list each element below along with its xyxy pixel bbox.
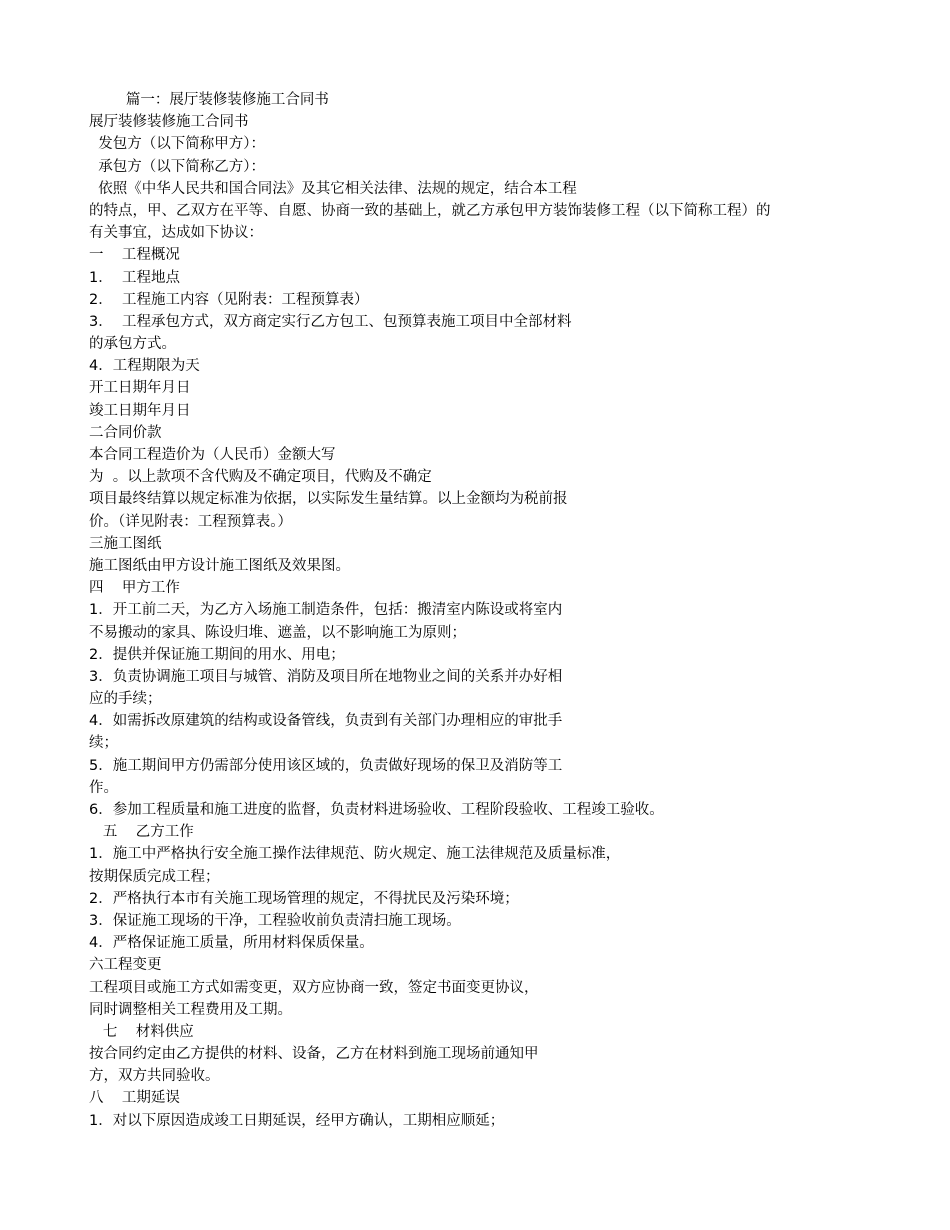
document-line: 承包方（以下简称乙方）： xyxy=(89,158,265,175)
document-line: 一 工程概况 xyxy=(89,247,180,264)
document-line: 2．提供并保证施工期间的用水、用电； xyxy=(89,646,345,663)
document-line: 同时调整相关工程费用及工期。 xyxy=(89,1001,292,1018)
document-line: 篇一：展厅装修装修施工合同书 xyxy=(89,92,329,108)
document-line: 续； xyxy=(89,735,118,752)
document-line: 有关事宜，达成如下协议： xyxy=(89,225,263,242)
document-line: 2． 工程施工内容（见附表：工程预算表） xyxy=(89,291,369,308)
document-line: 八 工期延误 xyxy=(89,1090,180,1107)
document-line: 为 。以上款项不含代购及不确定项目，代购及不确定 xyxy=(89,469,432,486)
document-line: 不易搬动的家具、陈设归堆、遮盖，以不影响施工为原则； xyxy=(89,624,466,641)
document-line: 3． 工程承包方式，双方商定实行乙方包工、包预算表施工项目中全部材料 xyxy=(89,313,572,330)
document-line: 的特点，甲、乙双方在平等、自愿、协商一致的基础上，就乙方承包甲方装饰装修工程（以下简称工程）的 xyxy=(89,202,771,219)
document-line: 按期保质完成工程； xyxy=(89,868,220,885)
document-line: 应的手续； xyxy=(89,691,162,708)
document-line: 按合同约定由乙方提供的材料、设备，乙方在材料到施工现场前通知甲 xyxy=(89,1046,539,1063)
document-line: 四 甲方工作 xyxy=(89,580,180,597)
document-line: 六工程变更 xyxy=(89,957,162,974)
document-line: 竣工日期年月日 xyxy=(89,402,191,419)
document-line: 4．如需拆改原建筑的结构或设备管线，负责到有关部门办理相应的审批手 xyxy=(89,713,563,730)
document-line: 工程项目或施工方式如需变更，双方应协商一致，签定书面变更协议， xyxy=(89,979,539,996)
document-line: 二合同价款 xyxy=(89,424,162,441)
document-line: 5．施工期间甲方仍需部分使用该区域的，负责做好现场的保卫及消防等工 xyxy=(89,757,563,774)
document-line: 1．对以下原因造成竣工日期延误，经甲方确认，工期相应顺延； xyxy=(89,1112,505,1129)
document-line: 4．工程期限为天 xyxy=(89,358,200,375)
document-line: 1． 工程地点 xyxy=(89,269,180,286)
document-line: 3．负责协调施工项目与城管、消防及项目所在地物业之间的关系并办好相 xyxy=(89,668,563,685)
document-line: 1．开工前二天，为乙方入场施工制造条件，包括：搬清室内陈设或将室内 xyxy=(89,602,563,619)
document-line: 本合同工程造价为（人民币）金额大写 xyxy=(89,447,336,463)
document-line: 依照《中华人民共和国合同法》及其它相关法律、法规的规定，结合本工程 xyxy=(89,180,577,197)
document-line: 2．严格执行本市有关施工现场管理的规定，不得扰民及污染环境； xyxy=(89,890,519,907)
document-line: 五 乙方工作 xyxy=(89,824,194,841)
document-line: 开工日期年月日 xyxy=(89,380,191,397)
document-line: 展厅装修装修施工合同书 xyxy=(89,114,249,131)
document-line: 价。（详见附表：工程预算表。） xyxy=(89,513,292,530)
document-line: 1．施工中严格执行安全施工操作法律规范、防火规定、施工法律规范及质量标准， xyxy=(89,846,621,863)
document-line: 的承包方式。 xyxy=(89,336,176,353)
document-line: 施工图纸由甲方设计施工图纸及效果图。 xyxy=(89,557,350,574)
document-line: 6．参加工程质量和施工进度的监督，负责材料进场验收、工程阶段验收、工程竣工验收。 xyxy=(89,802,664,818)
document-line: 项目最终结算以规定标准为依据，以实际发生量结算。以上金额均为税前报 xyxy=(89,491,568,508)
document-line: 作。 xyxy=(89,779,118,796)
document-line: 发包方（以下简称甲方）： xyxy=(89,136,265,153)
document-line: 三施工图纸 xyxy=(89,535,162,552)
document-line: 方，双方共同验收。 xyxy=(89,1068,220,1085)
document-body xyxy=(89,89,771,1132)
document-line: 七 材料供应 xyxy=(89,1023,194,1040)
document-line: 4．严格保证施工质量，所用材料保质保量。 xyxy=(89,935,374,952)
document-line: 3．保证施工现场的干净，工程验收前负责清扫施工现场。 xyxy=(89,912,461,929)
